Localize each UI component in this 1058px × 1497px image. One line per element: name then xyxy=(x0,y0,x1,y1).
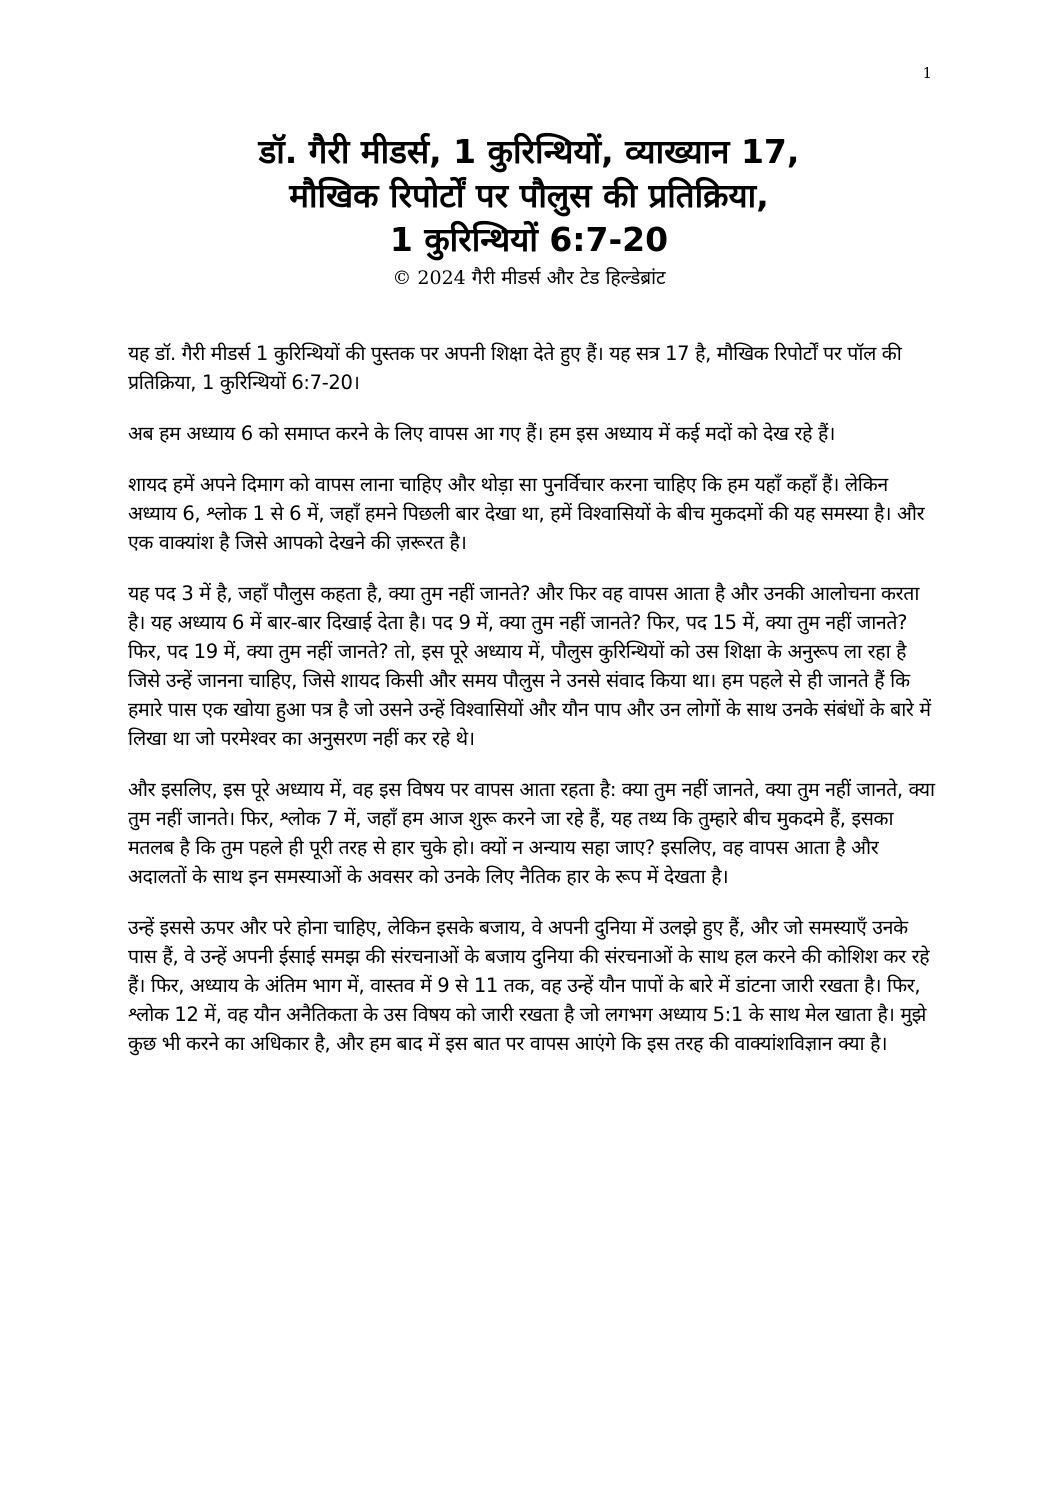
paragraph-2: अब हम अध्याय 6 को समाप्त करने के लिए वापस आ गए हैं। हम इस अध्याय में कई मदों को देख रहे हैं। xyxy=(128,422,836,445)
title-block xyxy=(100,130,958,292)
title-line-3: 1 कुरिन्थियों 6:7-20 xyxy=(389,220,669,259)
paragraph-1: यह डॉ. गैरी मीडर्स 1 कुरिन्थियों की पुस्तक पर अपनी शिक्षा देते हुए हैं। यह सत्र 17 है, मौखिक रिपोर्टों पर पॉल की प्रतिक्रिया, 1 कुरिन्थियों 6:7-20। xyxy=(128,342,902,394)
copyright-line: © 2024 गैरी मीडर्स और टेड हिल्डेब्रांट xyxy=(392,267,666,289)
paragraph-6: उन्हें इससे ऊपर और परे होना चाहिए, लेकिन इसके बजाय, वे अपनी दुनिया में उलझे हुए हैं, और जो समस्याएँ उनके पास हैं, वे उन्हें अपनी ईसाई समझ की संरचनाओं के बजाय दुनिया की संरचनाओं के साथ हल करने की कोशिश कर रहे हैं। फिर, अध्याय के अंतिम भाग में, वास्तव में 9 से 11 तक, वह उन्हें यौन पापों के बारे में डांटना जारी रखता है। फिर, श्लोक 12 में, वह यौन अनैतिकता के उस विषय को जारी रखता है जो लगभग अध्याय 5:1 के साथ मेल खाता है। मुझे कुछ भी करने का अधिकार है, और हम बाद में इस बात पर वापस आएंगे कि इस तरह की वाक्यांशविज्ञान क्या है। xyxy=(128,916,930,1055)
page-number: 1 xyxy=(922,64,932,82)
title-line-1: डॉ. गैरी मीडर्स, 1 कुरिन्थियों, व्याख्यान 17, xyxy=(258,132,800,171)
paragraph-3: शायद हमें अपने दिमाग को वापस लाना चाहिए और थोड़ा सा पुनर्विचार करना चाहिए कि हम यहाँ कहाँ हैं। लेकिन अध्याय 6, श्लोक 1 से 6 में, जहाँ हमने पिछली बार देखा था, हमें विश्वासियों के बीच मुकदमों की यह समस्या है। और एक वाक्यांश है जिसे आपको देखने की ज़रूरत है। xyxy=(128,473,925,554)
paragraph-4: यह पद 3 में है, जहाँ पौलुस कहता है, क्या तुम नहीं जानते? और फिर वह वापस आता है और उनकी आलोचना करता है। यह अध्याय 6 में बार-बार दिखाई देता है। पद 9 में, क्या तुम नहीं जानते? फिर, पद 15 में, क्या तुम नहीं जानते? फिर, पद 19 में, क्या तुम नहीं जानते? तो, इस पूरे अध्याय में, पौलुस कुरिन्थियों को उस शिक्षा के अनुरूप ला रहा है जिसे उन्हें जानना चाहिए, जिसे शायद किसी और समय पौलुस ने उनसे संवाद किया था। हम पहले से ही जानते हैं कि हमारे पास एक खोया हुआ पत्र है जो उसने उन्हें विश्वासियों और यौन पाप और उन लोगों के साथ उनके संबंधों के बारे में लिखा था जो परमेश्वर का अनुसरण नहीं कर रहे थे। xyxy=(128,582,931,750)
paragraph-5: और इसलिए, इस पूरे अध्याय में, वह इस विषय पर वापस आता रहता है: क्या तुम नहीं जानते, क्या तुम नहीं जानते, क्या तुम नहीं जानते। फिर, श्लोक 7 में, जहाँ हम आज शुरू करने जा रहे हैं, यह तथ्य कि तुम्हारे बीच मुकदमे हैं, इसका मतलब है कि तुम पहले ही पूरी तरह से हार चुके हो। क्यों न अन्याय सहा जाए? इसलिए, वह वापस आता है और अदालतों के साथ इन समस्याओं के अवसर को उनके लिए नैतिक हार के रूप में देखता है। xyxy=(128,778,935,888)
title-line-2: मौखिक रिपोर्टों पर पौलुस की प्रतिक्रिया, xyxy=(289,176,769,215)
body-text xyxy=(128,339,940,1080)
